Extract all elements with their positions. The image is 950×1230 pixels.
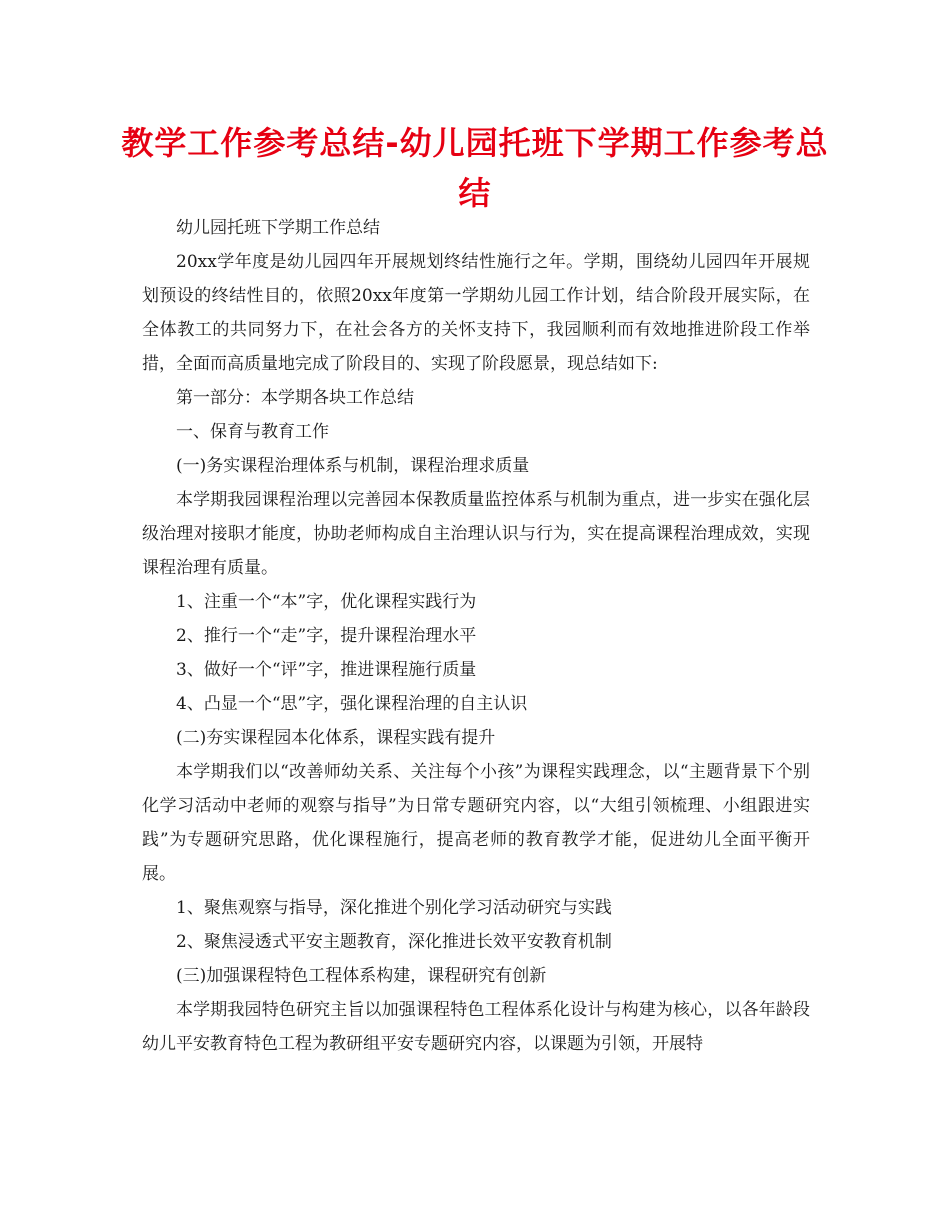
document-title: 教学工作参考总结-幼儿园托班下学期工作参考总结 — [121, 124, 829, 212]
paragraph-course-management: 本学期我园课程治理以完善园本保教质量监控体系与机制为重点，进一步实在强化层级治理对接职才能度，协助老师构成自主治理认识与行为，实在提高课程治理成效，实现课程治理有质量。 — [142, 490, 810, 578]
list-item: 2、推行一个“走”字，提升课程治理水平 — [176, 626, 477, 646]
list-item: 4、凸显一个“思”字，强化课程治理的自主认识 — [176, 694, 528, 714]
subsection-heading-1: (一)务实课程治理体系与机制，课程治理求质量 — [176, 456, 530, 476]
list-item: 1、聚焦观察与指导，深化推进个别化学习活动研究与实践 — [176, 898, 612, 918]
list-item: 1、注重一个“本”字，优化课程实践行为 — [176, 592, 477, 612]
section-heading-part1: 第一部分：本学期各块工作总结 — [176, 388, 414, 408]
paragraph-subtitle: 幼儿园托班下学期工作总结 — [176, 218, 380, 238]
paragraph-course-practice: 本学期我们以“改善师幼关系、关注每个小孩”为课程实践理念，以“主题背景下个别化学习活动中老师的观察与指导”为日常专题研究内容，以“大组引领梳理、小组跟进实践”为专题研究思路，优化课程施行，提高老师的教育教学才能，促进幼儿全面平衡开展。 — [142, 762, 810, 884]
paragraph-special-research: 本学期我园特色研究主旨以加强课程特色工程体系化设计与构建为核心，以各年龄段幼儿平安教育特色工程为教研组平安专题研究内容，以课题为引领，开展特 — [142, 1000, 810, 1054]
list-item: 3、做好一个“评”字，推进课程施行质量 — [176, 660, 477, 680]
list-item: 2、聚焦浸透式平安主题教育，深化推进长效平安教育机制 — [176, 932, 612, 952]
paragraph-intro: 20xx学年度是幼儿园四年开展规划终结性施行之年。学期，围绕幼儿园四年开展规划预设的终结性目的，依照20xx年度第一学期幼儿园工作计划，结合阶段开展实际，在全体教工的共同努力下，在社会各方的关怀支持下，我园顺利而有效地推进阶段工作举措，全面而高质量地完成了阶段目的、实现了阶段愿景，现总结如下: — [142, 252, 810, 374]
subsection-heading-3: (三)加强课程特色工程体系构建，课程研究有创新 — [176, 966, 547, 986]
section-heading-1: 一、保育与教育工作 — [176, 422, 329, 442]
document-body — [142, 211, 810, 1061]
subsection-heading-2: (二)夯实课程园本化体系，课程实践有提升 — [176, 728, 496, 748]
